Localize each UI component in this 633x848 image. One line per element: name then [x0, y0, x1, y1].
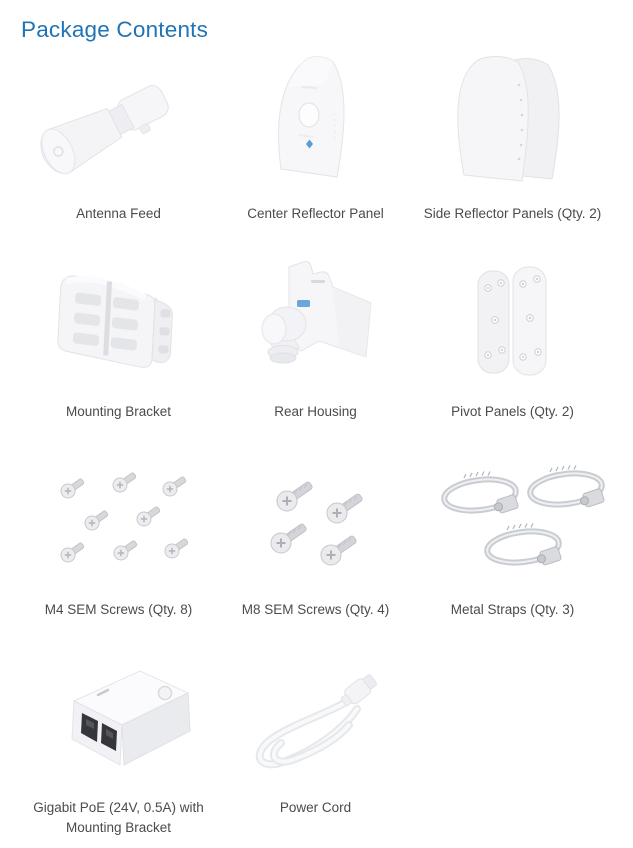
metal-straps-image [418, 449, 608, 587]
package-item-pivot-panels [414, 251, 611, 449]
item-label: M4 SEM Screws (Qty. 8) [44, 602, 193, 617]
package-item-metal-straps [414, 449, 611, 647]
mounting-bracket-image [24, 251, 214, 389]
center-reflector-panel-image [221, 53, 411, 191]
item-label: Gigabit PoE (24V, 0.5A) with Mounting Bracket [33, 800, 204, 835]
item-label: M8 SEM Screws (Qty. 4) [241, 602, 390, 617]
antenna-feed-image [24, 53, 214, 191]
package-item-m4-sem-screws [20, 449, 217, 647]
package-item-antenna-feed [20, 53, 217, 251]
package-item-center-reflector-panel [217, 53, 414, 251]
package-item-gigabit-poe [20, 647, 217, 845]
item-label: Mounting Bracket [65, 404, 172, 419]
package-cord-power-cord [217, 647, 414, 845]
item-label: Pivot Panels (Qty. 2) [451, 404, 574, 419]
side-reflector-panels-image [418, 53, 608, 191]
power-cord-image [221, 647, 411, 785]
package-item-mounting-bracket [20, 251, 217, 449]
rear-housing-image [221, 251, 411, 389]
m8-sem-screws-image [221, 449, 411, 587]
item-label: Side Reflector Panels (Qty. 2) [423, 206, 602, 221]
package-item-rear-housing [217, 251, 414, 449]
m4-sem-screws-image [24, 449, 214, 587]
package-item-m8-sem-screws [217, 449, 414, 647]
item-label: Antenna Feed [76, 206, 161, 221]
pivot-panels-image [418, 251, 608, 389]
item-label: Center Reflector Panel [247, 206, 384, 221]
item-label: Metal Straps (Qty. 3) [450, 602, 575, 617]
item-label: Power Cord [279, 800, 352, 815]
page-title: Package Contents [21, 17, 209, 42]
item-label: Rear Housing [274, 404, 357, 419]
gigabit-poe-image [24, 647, 214, 785]
package-contents-grid [20, 53, 613, 845]
package-item-side-reflector-panels [414, 53, 611, 251]
